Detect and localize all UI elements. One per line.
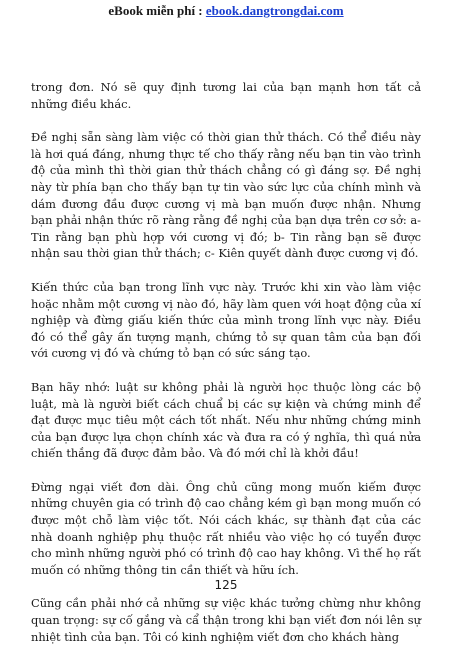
paragraph-3: Kiến thức của bạn trong lĩnh vực này. Trước khi xin vào làm việc hoặc nhằm một cương vị nào đó, hãy làm quen với hoạt động của xí nghiệp và đừng giấu kiến thức của mình trong lĩnh vực này. Điều đó có thể gây ấn tượng mạnh, chứng tỏ sự quan tâm của bạn đối với cương vị đó và chứng tỏ bạn có sức sáng tạo. <box>31 279 421 361</box>
header-prefix: eBook miễn phí : <box>108 3 206 18</box>
paragraph-1: trong đơn. Nó sẽ quy định tương lai của bạn mạnh hơn tất cả những điều khác. <box>31 80 421 111</box>
page-number: 125 <box>214 578 238 592</box>
paragraph-4: Bạn hãy nhớ: luật sư không phải là người học thuộc lòng các bộ luật, mà là người biết cách chuẩ bị các sự kiện và chứng minh để đạt được mục tiêu một cách tốt nhất. Nếu như những chứng minh của bạn được lựa chọn chính xác và đưa ra có ý nghĩa, thì quá nửa chiến thắng đã được đảm bảo. Và đó mới chỉ là khởi đầu! <box>31 379 421 461</box>
page-header <box>0 3 452 19</box>
paragraph-5: Đừng ngại viết đơn dài. Ông chủ cũng mong muốn kiếm được những chuyên gia có trình độ cao chẳng kém gì bạn mong muốn có được một chỗ làm việc tốt. Nói cách khác, sự thành đạt của các nhà doanh nghiệp phụ thuộc rất nhiều vào việc họ có tuyển được cho mình những người phó có trình độ cao hay không. Vì thế họ rất muốn có những thông tin cần thiết và hữu ích. <box>31 479 421 577</box>
page-body <box>31 79 421 645</box>
paragraph-6: Cũng cần phải nhớ cả những sự việc khác tưởng chừng như không quan trọng: sự cố gắng và cẩ thận trong khi bạn viết đơn nói lên sự nhiệt tình của bạn. Tôi có kinh nghiệm viết đơn cho khách hàng <box>31 596 421 644</box>
paragraph-2: Đề nghị sẵn sàng làm việc có thời gian thử thách. Có thể điều này là hơi quá đáng, nhưng thực tế cho thấy rằng nếu bạn tin vào trình độ của mình thì thời gian thử thách chẳng có gì đáng sợ. Đề nghị này từ phía bạn cho thấy bạn tự tin vào sức lực của chính mình và dám đương đầu được cương vị mà bạn muốn được nhận. Nhưng bạn phải nhận thức rõ ràng rằng đề nghị của bạn dựa trên cơ sở: a-Tin rằng bạn phù hợp với cương vị đó; b- Tin rằng bạn sẽ được nhận sau thời gian thử thách; c- Kiên quyết dành được cương vị đó. <box>31 130 421 261</box>
header-link[interactable]: ebook.dangtrongdai.com <box>205 3 344 18</box>
